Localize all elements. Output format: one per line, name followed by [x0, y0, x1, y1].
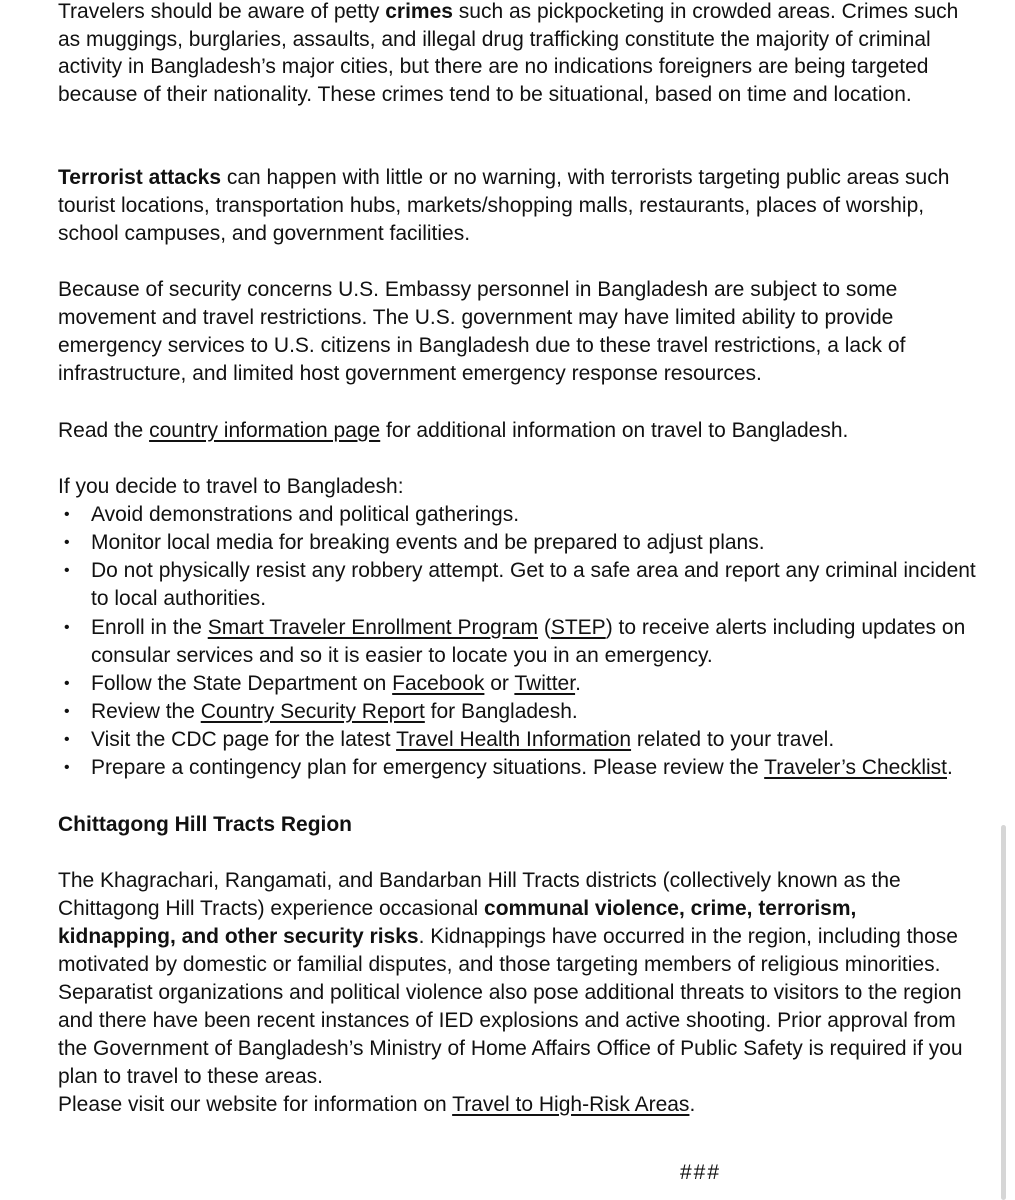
text-line — [58, 951, 940, 979]
text-line — [58, 276, 897, 304]
link[interactable]: Facebook — [392, 672, 485, 695]
bullet-icon: • — [64, 703, 70, 720]
text: or — [484, 672, 515, 695]
text: Do not physically resist any robbery attempt. Get to a safe area and report any criminal incident — [91, 559, 976, 582]
text: . — [689, 1093, 696, 1116]
link[interactable]: STEP — [550, 616, 606, 639]
text: for additional information on travel to Bangladesh. — [380, 419, 849, 442]
list-item — [91, 698, 578, 726]
text-line — [58, 979, 962, 1007]
text: because of their nationality. These crimes tend to be situational, based on time and location. — [58, 83, 912, 106]
text: Review the — [91, 700, 201, 723]
list-item — [91, 614, 965, 642]
text-line — [91, 585, 266, 613]
text-line — [58, 332, 905, 360]
text: related to your travel. — [631, 728, 835, 751]
text-line — [58, 0, 958, 26]
text-line — [58, 923, 958, 951]
bold-text: communal violence, crime, terrorism, — [484, 897, 857, 920]
text: can happen with little or no warning, with terrorists targeting public areas such — [221, 166, 950, 189]
list-item — [91, 529, 765, 557]
text: such as pickpocketing in crowded areas. Crimes such — [452, 0, 959, 23]
text-line — [58, 1063, 323, 1091]
text-line — [58, 895, 856, 923]
link[interactable]: Country Security Report — [200, 700, 425, 723]
text: If you decide to travel to Bangladesh: — [58, 475, 404, 498]
text: and there have been recent instances of IED explosions and active shooting. Prior approval from — [58, 1009, 956, 1032]
text: ( — [538, 616, 551, 639]
text: Avoid demonstrations and political gatherings. — [91, 503, 520, 526]
text-line — [58, 81, 912, 109]
text: Please visit our website for information on — [58, 1093, 453, 1116]
text: Read the — [58, 419, 150, 442]
end-mark: ### — [680, 1161, 722, 1184]
bullet-icon: • — [64, 619, 70, 636]
link[interactable]: Twitter — [514, 672, 576, 695]
scrollbar[interactable] — [1001, 825, 1006, 1200]
text-line — [58, 1091, 695, 1119]
link[interactable]: country information page — [149, 419, 381, 442]
list-item — [91, 501, 519, 529]
bullet-icon: • — [64, 562, 70, 579]
list-item — [91, 670, 581, 698]
bullet-icon: • — [64, 534, 70, 551]
text: Separatist organizations and political violence also pose additional threats to visitors to the region — [58, 981, 962, 1004]
list-item — [91, 557, 976, 585]
text: plan to travel to these areas. — [58, 1065, 323, 1088]
text: Because of security concerns U.S. Embassy personnel in Bangladesh are subject to some — [58, 278, 898, 301]
text: . — [947, 756, 953, 779]
bullet-icon: • — [64, 506, 70, 523]
text-line — [58, 220, 470, 248]
list-item — [91, 754, 953, 782]
text: the Government of Bangladesh’s Ministry of Home Affairs Office of Public Safety is required if you — [58, 1037, 963, 1060]
text: to local authorities. — [91, 587, 267, 610]
link[interactable]: Smart Traveler Enrollment Program — [207, 616, 539, 639]
text: . — [575, 672, 581, 695]
text-line — [58, 1007, 956, 1035]
link[interactable]: Travel Health Information — [396, 728, 632, 751]
link[interactable]: Traveler’s Checklist — [764, 756, 947, 779]
text-line — [58, 417, 848, 445]
text: Visit the CDC page for the latest — [91, 728, 397, 751]
text-line — [58, 53, 928, 81]
text-line — [58, 304, 893, 332]
text-line — [91, 642, 713, 670]
text: for Bangladesh. — [424, 700, 578, 723]
text: motivated by domestic or familial disputes, and those targeting members of religious minorities. — [58, 953, 941, 976]
text-line — [58, 811, 352, 839]
bold-text: Chittagong Hill Tracts Region — [58, 813, 353, 836]
bold-text: kidnapping, and other security risks — [58, 925, 419, 948]
text: school campuses, and government facilities. — [58, 222, 471, 245]
text: ) to receive alerts including updates on — [605, 616, 966, 639]
text-line — [58, 360, 762, 388]
text: infrastructure, and limited host government emergency response resources. — [58, 362, 762, 385]
bold-text: crimes — [385, 0, 453, 23]
text: Prepare a contingency plan for emergency situations. Please review the — [91, 756, 765, 779]
text-line — [58, 164, 949, 192]
text: tourist locations, transportation hubs, markets/shopping malls, restaurants, places of worship, — [58, 194, 925, 217]
text-line — [58, 473, 404, 501]
bullet-icon: • — [64, 675, 70, 692]
text-line — [58, 867, 901, 895]
text: Follow the State Department on — [91, 672, 393, 695]
text: consular services and so it is easier to locate you in an emergency. — [91, 644, 713, 667]
list-item — [91, 726, 834, 754]
text: emergency services to U.S. citizens in Bangladesh due to these travel restrictions, a lack of — [58, 334, 906, 357]
text: movement and travel restrictions. The U.S. government may have limited ability to provide — [58, 306, 894, 329]
bullet-icon: • — [64, 759, 70, 776]
bullet-icon: • — [64, 731, 70, 748]
text: Chittagong Hill Tracts) experience occasional — [58, 897, 485, 920]
text-line — [58, 1035, 963, 1063]
text: Enroll in the — [91, 616, 208, 639]
link[interactable]: Travel to High-Risk Areas — [452, 1093, 690, 1116]
bold-text: Terrorist attacks — [58, 166, 222, 189]
text: The Khagrachari, Rangamati, and Bandarban Hill Tracts districts (collectively known as the — [58, 869, 901, 892]
text: . Kidnappings have occurred in the region, including those — [418, 925, 958, 948]
text-line — [58, 192, 924, 220]
text: activity in Bangladesh’s major cities, but there are no indications foreigners are being targeted — [58, 55, 929, 78]
text: Travelers should be aware of petty — [58, 0, 386, 23]
text-line — [58, 26, 931, 54]
text: Monitor local media for breaking events and be prepared to adjust plans. — [91, 531, 765, 554]
text: as muggings, burglaries, assaults, and illegal drug trafficking constitute the majority of criminal — [58, 28, 931, 51]
